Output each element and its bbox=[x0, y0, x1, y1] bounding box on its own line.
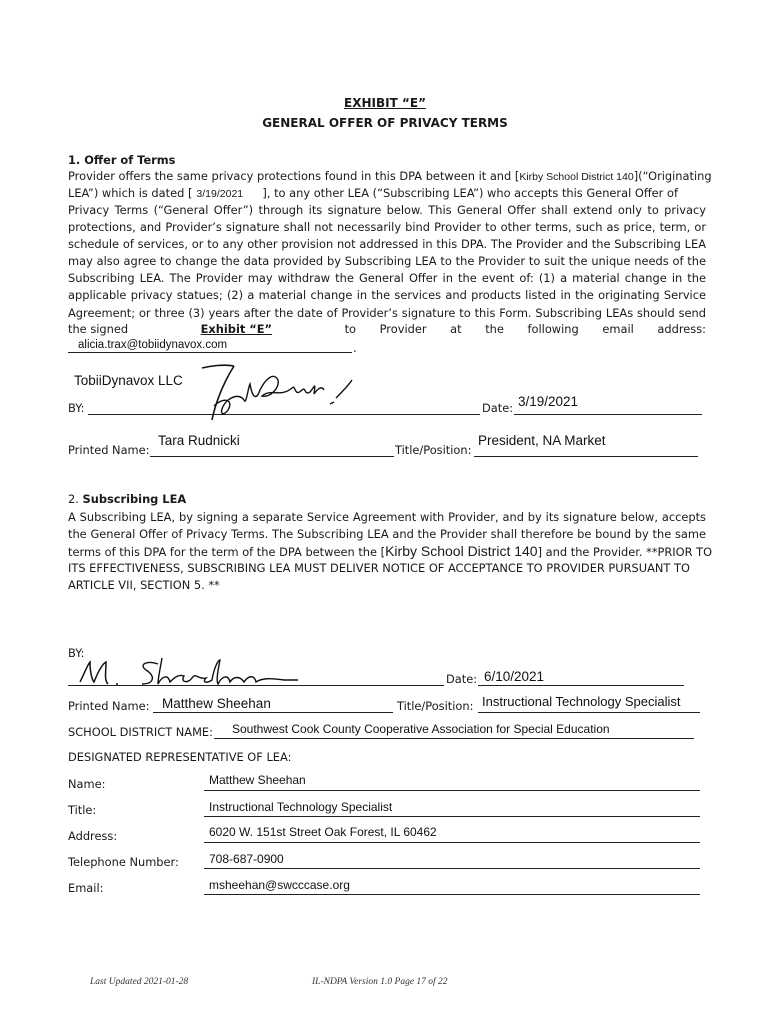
provider-signature[interactable] bbox=[200, 358, 360, 428]
rep-email-field[interactable]: msheehan@swcccase.org bbox=[209, 878, 350, 892]
provider-date-line bbox=[514, 414, 702, 415]
subscribing-lea-originating-field[interactable]: Kirby School District 140 bbox=[385, 543, 538, 559]
rep-name-label: Name: bbox=[68, 777, 106, 791]
footer-last-updated: Last Updated 2021-01-28 bbox=[90, 977, 189, 987]
section2-title: Subscribing LEA bbox=[82, 492, 187, 506]
offer-text-1b: ](“Originating bbox=[633, 169, 712, 183]
lea-printed-name-label: Printed Name: bbox=[68, 699, 150, 713]
rep-title-line bbox=[204, 816, 700, 817]
offer-text-last-b: to Provider at the following email address: bbox=[344, 322, 706, 336]
section2-paragraph-3: ITS EFFECTIVENESS, SUBSCRIBING LEA MUST DELIVER NOTICE OF ACCEPTANCE TO PROVIDER PURSUANT TO ARTICLE VII, SECTION 5. ** bbox=[68, 561, 690, 593]
exhibit-title: EXHIBIT “E” bbox=[344, 96, 426, 110]
rep-email-line bbox=[204, 894, 700, 895]
rep-title-label: Title: bbox=[68, 803, 97, 817]
provider-title-line bbox=[474, 456, 698, 457]
provider-date-label: Date: bbox=[482, 401, 514, 415]
offer-text-1a: Provider offers the same privacy protections found in this DPA between it and [ bbox=[68, 169, 520, 183]
section1-body: Privacy Terms (“General Offer”) through its signature below. This General Offer shall extend only to privacy protections, and Provider’s signature shall not necessarily bind Provider to other terms, such as price, term, or schedule of services, or to any other provision not addressed in this DPA. The Provider and the Subscribing LEA may also agree to change the data provided by Subscribing LEA to the Provider to suit the unique needs of the Subscribing LEA. The Provider may withdraw the General Offer in the event of: (1) a material change in the applicable privacy statues; (2) a material change in the services and products listed in the originating Service Agreement; or three (3) years after the date of Provider’s signature to this Form. Subscribing LEAs should send bbox=[68, 203, 706, 320]
email-period: . bbox=[353, 341, 357, 355]
section1-heading: 1. Offer of Terms bbox=[68, 153, 176, 167]
provider-printed-name-line bbox=[150, 456, 394, 457]
section2-line-lea bbox=[68, 543, 713, 561]
school-district-label: SCHOOL DISTRICT NAME: bbox=[68, 725, 213, 739]
provider-title-field[interactable]: President, NA Market bbox=[478, 433, 606, 448]
lea-title-label: Title/Position: bbox=[397, 699, 474, 713]
dated-field[interactable]: 3/19/2021 bbox=[196, 188, 244, 200]
provider-date-field[interactable]: 3/19/2021 bbox=[518, 394, 579, 409]
offer-text-2a: LEA”) which is dated [ bbox=[68, 186, 193, 200]
lea-printed-name-line bbox=[153, 712, 393, 713]
offer-text-2b: ], to any other LEA (“Subscribing LEA”) who accepts this General Offer of bbox=[262, 186, 678, 200]
rep-address-line bbox=[204, 842, 700, 843]
lea-date-field[interactable]: 6/10/2021 bbox=[484, 669, 545, 684]
section2-paragraph-1: A Subscribing LEA, by signing a separate Service Agreement with Provider, and by its signature below, accepts the General Offer of Privacy Terms. The Subscribing LEA and the Provider shall therefore be bound by the same bbox=[68, 510, 706, 542]
lea-by-label: BY: bbox=[68, 646, 85, 660]
rep-name-field[interactable]: Matthew Sheehan bbox=[209, 773, 306, 787]
section1-last-line bbox=[68, 321, 706, 338]
rep-email-label: Email: bbox=[68, 881, 104, 895]
provider-by-label: BY: bbox=[68, 401, 85, 415]
lea-date-label: Date: bbox=[446, 672, 478, 686]
exhibit-label: Exhibit “E” bbox=[200, 322, 273, 336]
rep-address-field[interactable]: 6020 W. 151st Street Oak Forest, IL 60462 bbox=[209, 825, 437, 839]
email-line bbox=[68, 352, 352, 353]
lea-title-line bbox=[478, 712, 700, 713]
offer-text-last-a: the signed bbox=[68, 322, 129, 336]
rep-phone-line bbox=[204, 868, 700, 869]
lea-signature[interactable] bbox=[74, 654, 304, 694]
lea-printed-name-field[interactable]: Matthew Sheehan bbox=[162, 696, 271, 711]
section1-line2 bbox=[68, 185, 706, 203]
section2-text-2a: terms of this DPA for the term of the DPA between the [ bbox=[68, 545, 386, 559]
rep-address-label: Address: bbox=[68, 829, 118, 843]
provider-printed-name-label: Printed Name: bbox=[68, 443, 150, 457]
rep-heading: DESIGNATED REPRESENTATIVE OF LEA: bbox=[68, 750, 292, 764]
lea-title-field[interactable]: Instructional Technology Specialist bbox=[482, 694, 681, 709]
footer-version-page: IL-NDPA Version 1.0 Page 17 of 22 bbox=[312, 977, 448, 987]
document-subtitle: GENERAL OFFER OF PRIVACY TERMS bbox=[262, 116, 508, 130]
provider-email-field[interactable]: alicia.trax@tobiidynavox.com bbox=[78, 339, 228, 351]
provider-title-label: Title/Position: bbox=[395, 443, 472, 457]
originating-lea-field[interactable]: Kirby School District 140 bbox=[519, 171, 634, 183]
section2-heading bbox=[68, 492, 186, 506]
rep-name-line bbox=[204, 790, 700, 791]
school-district-line bbox=[214, 738, 694, 739]
rep-title-field[interactable]: Instructional Technology Specialist bbox=[209, 800, 393, 814]
section1-line1 bbox=[68, 168, 712, 186]
section2-text-2b: ] and the Provider. **PRIOR TO bbox=[537, 545, 713, 559]
provider-printed-name-field[interactable]: Tara Rudnicki bbox=[158, 433, 240, 448]
lea-date-line bbox=[478, 685, 684, 686]
rep-phone-field[interactable]: 708-687-0900 bbox=[209, 852, 284, 866]
rep-phone-label: Telephone Number: bbox=[68, 855, 179, 869]
provider-company: TobiiDynavox LLC bbox=[74, 373, 183, 388]
section2-number: 2. bbox=[68, 492, 79, 506]
school-district-field[interactable]: Southwest Cook County Cooperative Association for Special Education bbox=[232, 722, 610, 736]
